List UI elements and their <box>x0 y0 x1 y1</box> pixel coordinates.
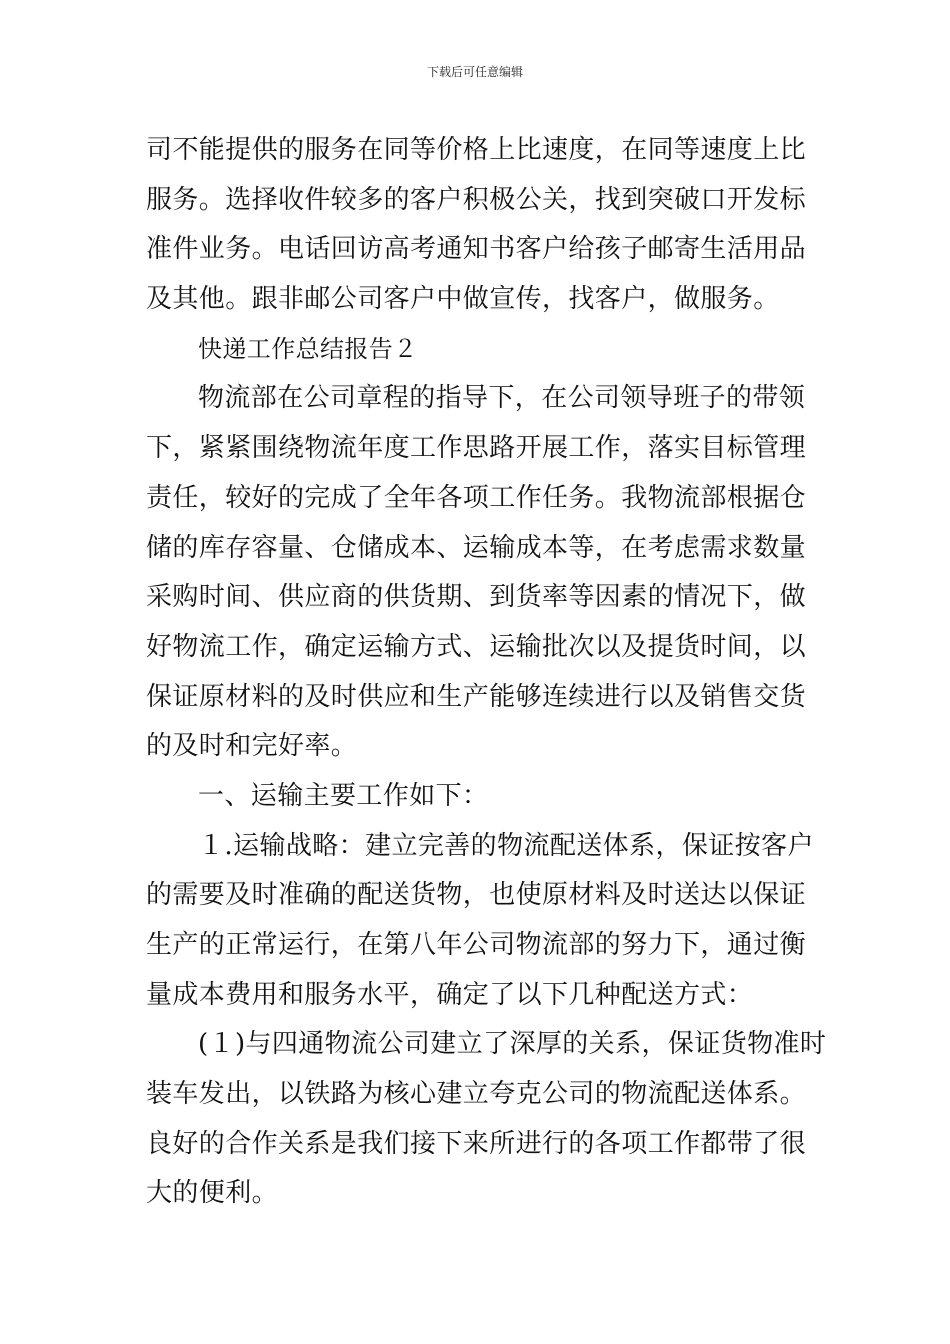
text-line: 生产的正常运行，在第八年公司物流部的努力下，通过衡 <box>146 930 807 960</box>
paragraph <box>146 822 814 1021</box>
text-line: 司不能提供的服务在同等价格上比速度，在同等速度上比 <box>146 135 807 165</box>
text-line: 及其他。跟非邮公司客户中做宣传，找客户，做服务。 <box>146 284 780 315</box>
text-line: 量成本费用和服务水平，确定了以下几种配送方式： <box>146 979 754 1010</box>
text-line: 的需要及时准确的配送货物，也使原材料及时送达以保证 <box>146 880 807 911</box>
page-header: 下载后可任意编辑 <box>426 65 523 79</box>
text-line: 装车发出，以铁路为核心建立夸克公司的物流配送体系。 <box>146 1079 807 1110</box>
text-line: (１)与四通物流公司建立了深厚的关系，保证货物准时 <box>198 1029 827 1060</box>
section-title <box>146 325 808 375</box>
section-title-text: 快递工作总结报告２ <box>198 334 418 363</box>
text-line: 下，紧紧围绕物流年度工作思路开展工作，落实目标管理 <box>146 433 807 464</box>
text-line: 储的库存容量、仓储成本、运输成本等，在考虑需求数量 <box>146 532 807 563</box>
text-line: 保证原材料的及时供应和生产能够连续进行以及销售交货 <box>146 681 807 712</box>
text-line: 良好的合作关系是我们接下来所进行的各项工作都带了很 <box>146 1128 807 1159</box>
paragraph <box>146 126 808 325</box>
text-line: 物流部在公司章程的指导下，在公司领导班子的带领 <box>198 383 806 414</box>
paragraph <box>146 1020 827 1219</box>
text-line: １.运输战略：建立完善的物流配送体系，保证按客户 <box>198 830 814 861</box>
subsection-heading <box>146 772 808 822</box>
subsection-heading-text: 一、运输主要工作如下： <box>198 780 489 811</box>
paragraph <box>146 374 808 772</box>
text-line: 大的便利。 <box>146 1178 279 1209</box>
text-line: 采购时间、供应商的供货期、到货率等因素的情况下，做 <box>146 582 807 613</box>
document-body <box>146 126 827 1219</box>
text-line: 责任，较好的完成了全年各项工作任务。我物流部根据仓 <box>146 482 807 513</box>
text-line: 服务。选择收件较多的客户积极公关，找到突破口开发标 <box>146 184 807 215</box>
text-line: 好物流工作，确定运输方式、运输批次以及提货时间，以 <box>146 631 807 662</box>
text-line: 的及时和完好率。 <box>146 731 358 762</box>
text-line: 准件业务。电话回访高考通知书客户给孩子邮寄生活用品 <box>146 234 807 265</box>
